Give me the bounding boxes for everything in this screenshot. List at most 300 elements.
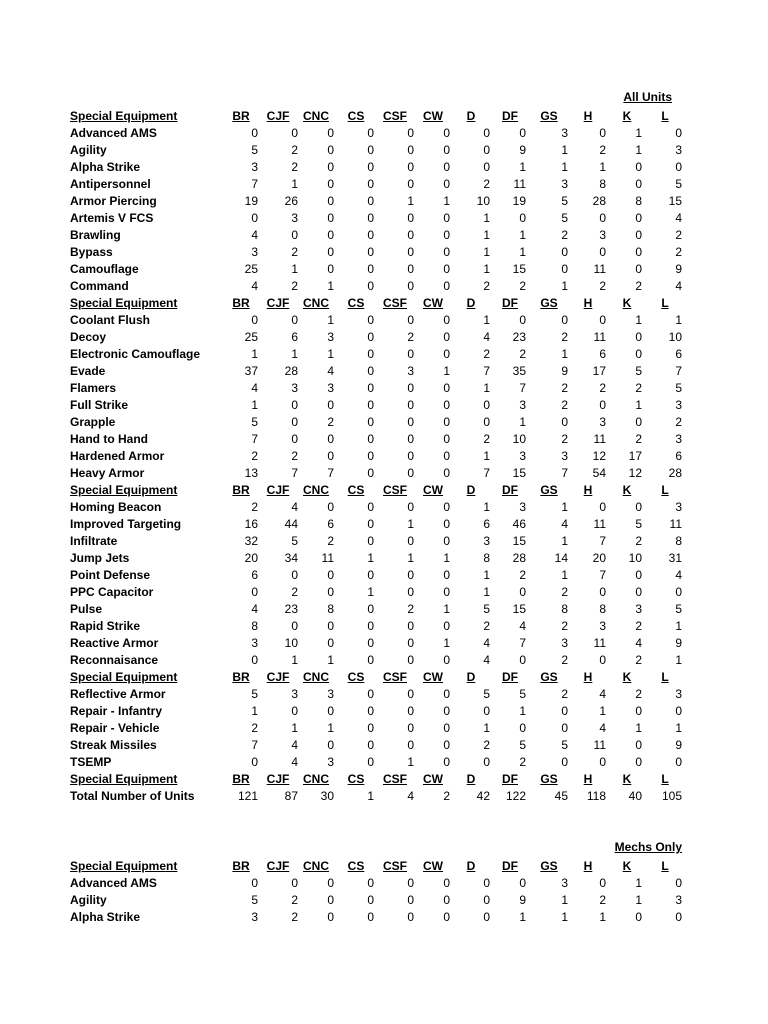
table-row xyxy=(0,909,768,926)
cell-br: 25 xyxy=(244,262,258,276)
cell-gs: 2 xyxy=(561,330,568,344)
cell-k: 5 xyxy=(635,364,642,378)
cell-csf: 1 xyxy=(407,517,414,531)
cell-br: 8 xyxy=(251,619,258,633)
cell-cjf: 0 xyxy=(291,313,298,327)
table-row xyxy=(0,329,768,346)
cell-cs: 0 xyxy=(367,893,374,907)
cell-cjf: 28 xyxy=(284,364,298,378)
cell-gs: 2 xyxy=(561,585,568,599)
row-label: Homing Beacon xyxy=(70,500,162,514)
cell-df: 1 xyxy=(519,704,526,718)
cell-cw: 1 xyxy=(443,194,450,208)
cell-cjf: 5 xyxy=(291,534,298,548)
cell-br: 3 xyxy=(251,636,258,650)
cell-k: 0 xyxy=(635,704,642,718)
cell-d: 2 xyxy=(483,279,490,293)
cell-gs: 0 xyxy=(561,704,568,718)
cell-cs: 0 xyxy=(367,619,374,633)
cell-cs: 1 xyxy=(367,585,374,599)
column-header-cs: CS xyxy=(347,670,365,684)
cell-k: 2 xyxy=(635,619,642,633)
row-label: Advanced AMS xyxy=(70,876,157,890)
cell-br: 32 xyxy=(244,534,258,548)
cell-l: 3 xyxy=(675,432,682,446)
header-row xyxy=(0,669,768,686)
table-row xyxy=(0,159,768,176)
cell-cjf: 0 xyxy=(291,432,298,446)
row-label: Repair - Infantry xyxy=(70,704,163,718)
cell-d: 1 xyxy=(483,313,490,327)
column-header-gs: GS xyxy=(540,109,558,123)
cell-df: 23 xyxy=(512,330,526,344)
row-label: Infiltrate xyxy=(70,534,118,548)
column-header-cs: CS xyxy=(347,483,365,497)
cell-cnc: 0 xyxy=(327,500,334,514)
cell-cnc: 2 xyxy=(327,415,334,429)
cell-gs: 14 xyxy=(554,551,568,565)
cell-cnc: 0 xyxy=(327,432,334,446)
table-row xyxy=(0,499,768,516)
cell-h: 0 xyxy=(599,126,606,140)
cell-k: 0 xyxy=(635,347,642,361)
cell-cnc: 4 xyxy=(327,364,334,378)
cell-cw: 0 xyxy=(443,876,450,890)
cell-l: 0 xyxy=(675,585,682,599)
total-br: 121 xyxy=(237,789,258,803)
cell-cw: 0 xyxy=(443,910,450,924)
cell-cw: 0 xyxy=(443,228,450,242)
cell-csf: 0 xyxy=(407,415,414,429)
cell-csf: 3 xyxy=(407,364,414,378)
column-header-cs: CS xyxy=(347,859,365,873)
cell-cw: 0 xyxy=(443,619,450,633)
row-label: Armor Piercing xyxy=(70,194,157,208)
header-row xyxy=(0,108,768,125)
cell-l: 3 xyxy=(675,893,682,907)
table-row xyxy=(0,431,768,448)
cell-k: 1 xyxy=(635,143,642,157)
cell-cs: 0 xyxy=(367,721,374,735)
cell-df: 0 xyxy=(519,585,526,599)
cell-gs: 1 xyxy=(561,910,568,924)
cell-br: 5 xyxy=(251,893,258,907)
cell-d: 4 xyxy=(483,653,490,667)
table-row xyxy=(0,380,768,397)
cell-h: 11 xyxy=(593,738,606,752)
header-row xyxy=(0,858,768,875)
cell-h: 28 xyxy=(592,194,606,208)
cell-cw: 1 xyxy=(443,602,450,616)
cell-gs: 4 xyxy=(561,517,568,531)
cell-csf: 0 xyxy=(407,143,414,157)
cell-csf: 0 xyxy=(407,262,414,276)
cell-cnc: 0 xyxy=(327,893,334,907)
cell-d: 4 xyxy=(483,330,490,344)
cell-l: 5 xyxy=(675,381,682,395)
cell-l: 0 xyxy=(675,876,682,890)
column-header-h: H xyxy=(583,483,593,497)
cell-cnc: 0 xyxy=(327,585,334,599)
cell-csf: 0 xyxy=(407,466,414,480)
cell-cs: 0 xyxy=(367,398,374,412)
row-label: Jump Jets xyxy=(70,551,130,565)
cell-k: 5 xyxy=(635,517,642,531)
cell-cjf: 2 xyxy=(291,585,298,599)
column-header-l: L xyxy=(661,109,669,123)
cell-csf: 0 xyxy=(407,910,414,924)
cell-cnc: 2 xyxy=(327,534,334,548)
cell-d: 0 xyxy=(483,893,490,907)
cell-h: 2 xyxy=(599,279,606,293)
cell-csf: 0 xyxy=(407,738,414,752)
row-label: Point Defense xyxy=(70,568,151,582)
cell-csf: 0 xyxy=(407,619,414,633)
cell-cnc: 0 xyxy=(327,636,334,650)
cell-cjf: 4 xyxy=(291,500,298,514)
cell-cw: 0 xyxy=(443,738,450,752)
cell-br: 4 xyxy=(251,228,258,242)
cell-br: 0 xyxy=(251,211,258,225)
cell-csf: 0 xyxy=(407,398,414,412)
header-row xyxy=(0,771,768,788)
mechs-only-title: Mechs Only xyxy=(614,840,682,854)
cell-d: 7 xyxy=(483,466,490,480)
cell-d: 6 xyxy=(483,517,490,531)
cell-cjf: 1 xyxy=(291,177,298,191)
cell-h: 2 xyxy=(599,893,606,907)
cell-l: 3 xyxy=(675,687,682,701)
column-header-br: BR xyxy=(232,109,250,123)
cell-csf: 0 xyxy=(407,228,414,242)
cell-csf: 2 xyxy=(407,330,414,344)
column-header-cw: CW xyxy=(423,772,443,786)
cell-k: 0 xyxy=(635,415,642,429)
cell-df: 15 xyxy=(512,534,526,548)
totals-label: Total Number of Units xyxy=(70,789,195,803)
column-header-cjf: CJF xyxy=(266,483,290,497)
cell-cw: 0 xyxy=(443,245,450,259)
cell-df: 1 xyxy=(519,160,526,174)
cell-csf: 0 xyxy=(407,381,414,395)
cell-br: 2 xyxy=(251,449,258,463)
column-header-cs: CS xyxy=(347,296,365,310)
cell-l: 9 xyxy=(675,636,682,650)
cell-l: 8 xyxy=(675,534,682,548)
cell-h: 3 xyxy=(599,228,606,242)
row-label: Electronic Camouflage xyxy=(70,347,201,361)
cell-cjf: 2 xyxy=(291,449,298,463)
cell-cnc: 3 xyxy=(327,755,334,769)
cell-gs: 2 xyxy=(561,228,568,242)
cell-br: 5 xyxy=(251,143,258,157)
cell-df: 0 xyxy=(519,721,526,735)
cell-cs: 0 xyxy=(367,330,374,344)
cell-gs: 2 xyxy=(561,381,568,395)
column-header-h: H xyxy=(583,772,593,786)
cell-d: 0 xyxy=(483,755,490,769)
cell-br: 16 xyxy=(244,517,258,531)
cell-df: 11 xyxy=(513,177,526,191)
cell-cjf: 1 xyxy=(291,653,298,667)
cell-cs: 0 xyxy=(367,245,374,259)
cell-d: 1 xyxy=(483,721,490,735)
cell-gs: 2 xyxy=(561,687,568,701)
cell-h: 3 xyxy=(599,415,606,429)
cell-d: 8 xyxy=(483,551,490,565)
cell-cjf: 2 xyxy=(291,143,298,157)
table-row xyxy=(0,892,768,909)
column-header-cjf: CJF xyxy=(266,859,290,873)
cell-br: 3 xyxy=(251,910,258,924)
cell-csf: 0 xyxy=(407,876,414,890)
row-label: Streak Missiles xyxy=(70,738,157,752)
cell-br: 37 xyxy=(244,364,258,378)
cell-br: 5 xyxy=(251,415,258,429)
cell-cs: 0 xyxy=(367,636,374,650)
table-row xyxy=(0,703,768,720)
cell-cjf: 3 xyxy=(291,381,298,395)
cell-d: 0 xyxy=(483,704,490,718)
cell-df: 5 xyxy=(519,738,526,752)
column-header-csf: CSF xyxy=(383,296,407,310)
cell-df: 0 xyxy=(519,876,526,890)
cell-h: 0 xyxy=(599,755,606,769)
cell-csf: 0 xyxy=(407,313,414,327)
cell-br: 13 xyxy=(244,466,258,480)
cell-k: 2 xyxy=(635,432,642,446)
cell-l: 2 xyxy=(675,245,682,259)
cell-cnc: 0 xyxy=(327,211,334,225)
cell-k: 1 xyxy=(635,126,642,140)
cell-k: 17 xyxy=(628,449,642,463)
column-header-br: BR xyxy=(232,670,250,684)
cell-cjf: 3 xyxy=(291,687,298,701)
cell-l: 0 xyxy=(675,160,682,174)
cell-cjf: 2 xyxy=(291,245,298,259)
cell-cs: 0 xyxy=(367,432,374,446)
cell-k: 1 xyxy=(635,721,642,735)
table-row xyxy=(0,652,768,669)
table-row xyxy=(0,754,768,771)
cell-csf: 0 xyxy=(407,687,414,701)
cell-k: 0 xyxy=(635,755,642,769)
table-row xyxy=(0,720,768,737)
cell-d: 1 xyxy=(483,228,490,242)
cell-br: 7 xyxy=(251,738,258,752)
cell-h: 3 xyxy=(599,619,606,633)
row-label: Heavy Armor xyxy=(70,466,145,480)
row-label: Decoy xyxy=(70,330,107,344)
cell-h: 1 xyxy=(599,910,606,924)
column-header-cw: CW xyxy=(423,296,443,310)
header-label: Special Equipment xyxy=(70,670,178,684)
cell-cw: 1 xyxy=(443,551,450,565)
cell-cs: 0 xyxy=(367,126,374,140)
column-header-gs: GS xyxy=(540,483,558,497)
cell-br: 1 xyxy=(251,704,258,718)
cell-l: 28 xyxy=(668,466,682,480)
cell-br: 5 xyxy=(251,687,258,701)
column-header-cnc: CNC xyxy=(303,296,329,310)
cell-br: 0 xyxy=(251,876,258,890)
cell-d: 2 xyxy=(483,177,490,191)
cell-cs: 0 xyxy=(367,177,374,191)
cell-csf: 1 xyxy=(407,194,414,208)
cell-l: 10 xyxy=(668,330,682,344)
cell-gs: 0 xyxy=(561,415,568,429)
cell-cjf: 23 xyxy=(284,602,298,616)
table-row xyxy=(0,448,768,465)
cell-cw: 0 xyxy=(443,432,450,446)
cell-d: 0 xyxy=(483,126,490,140)
cell-br: 2 xyxy=(251,721,258,735)
cell-csf: 0 xyxy=(407,245,414,259)
cell-cs: 0 xyxy=(367,876,374,890)
cell-gs: 0 xyxy=(561,721,568,735)
cell-k: 2 xyxy=(635,653,642,667)
cell-cjf: 26 xyxy=(284,194,298,208)
cell-h: 2 xyxy=(599,381,606,395)
cell-cs: 0 xyxy=(367,279,374,293)
cell-cjf: 0 xyxy=(291,704,298,718)
cell-cjf: 1 xyxy=(291,347,298,361)
cell-cw: 0 xyxy=(443,143,450,157)
cell-cw: 0 xyxy=(443,177,450,191)
cell-cw: 0 xyxy=(443,279,450,293)
cell-d: 0 xyxy=(483,876,490,890)
cell-h: 11 xyxy=(593,636,606,650)
table-row xyxy=(0,363,768,380)
total-gs: 45 xyxy=(554,789,568,803)
total-d: 42 xyxy=(476,789,490,803)
cell-cnc: 0 xyxy=(327,262,334,276)
table-row xyxy=(0,210,768,227)
cell-br: 19 xyxy=(244,194,258,208)
column-header-br: BR xyxy=(232,772,250,786)
cell-l: 0 xyxy=(675,910,682,924)
cell-d: 1 xyxy=(483,568,490,582)
cell-cjf: 1 xyxy=(291,262,298,276)
cell-k: 1 xyxy=(635,876,642,890)
cell-l: 3 xyxy=(675,500,682,514)
cell-cs: 0 xyxy=(367,228,374,242)
cell-h: 4 xyxy=(599,721,606,735)
table-row xyxy=(0,550,768,567)
cell-h: 0 xyxy=(599,313,606,327)
cell-cnc: 3 xyxy=(327,330,334,344)
cell-gs: 3 xyxy=(561,636,568,650)
row-label: Camouflage xyxy=(70,262,139,276)
cell-d: 1 xyxy=(483,585,490,599)
row-label: Antipersonnel xyxy=(70,177,151,191)
cell-gs: 0 xyxy=(561,313,568,327)
cell-h: 6 xyxy=(599,347,606,361)
cell-df: 5 xyxy=(519,687,526,701)
cell-cnc: 8 xyxy=(327,602,334,616)
cell-cw: 0 xyxy=(443,653,450,667)
cell-gs: 2 xyxy=(561,653,568,667)
cell-csf: 2 xyxy=(407,602,414,616)
table-row xyxy=(0,176,768,193)
cell-k: 0 xyxy=(635,585,642,599)
cell-k: 0 xyxy=(635,330,642,344)
cell-h: 0 xyxy=(599,585,606,599)
row-label: Reactive Armor xyxy=(70,636,159,650)
cell-l: 9 xyxy=(675,738,682,752)
header-label: Special Equipment xyxy=(70,859,178,873)
cell-l: 5 xyxy=(675,177,682,191)
cell-df: 1 xyxy=(519,910,526,924)
cell-k: 1 xyxy=(635,893,642,907)
cell-csf: 0 xyxy=(407,211,414,225)
cell-cnc: 0 xyxy=(327,228,334,242)
column-header-k: K xyxy=(622,670,632,684)
cell-h: 8 xyxy=(599,602,606,616)
cell-br: 0 xyxy=(251,585,258,599)
column-header-br: BR xyxy=(232,859,250,873)
column-header-cw: CW xyxy=(423,109,443,123)
column-header-cs: CS xyxy=(347,109,365,123)
cell-gs: 2 xyxy=(561,398,568,412)
column-header-l: L xyxy=(661,670,669,684)
total-cnc: 30 xyxy=(320,789,334,803)
cell-cs: 0 xyxy=(367,262,374,276)
cell-cw: 0 xyxy=(443,721,450,735)
cell-gs: 1 xyxy=(561,500,568,514)
cell-gs: 1 xyxy=(561,534,568,548)
cell-l: 0 xyxy=(675,755,682,769)
cell-l: 1 xyxy=(675,653,682,667)
cell-cjf: 0 xyxy=(291,619,298,633)
cell-k: 3 xyxy=(635,602,642,616)
cell-h: 4 xyxy=(599,687,606,701)
cell-csf: 0 xyxy=(407,177,414,191)
table-row xyxy=(0,635,768,652)
cell-csf: 0 xyxy=(407,500,414,514)
row-label: TSEMP xyxy=(70,755,112,769)
table-row xyxy=(0,533,768,550)
cell-d: 2 xyxy=(483,738,490,752)
cell-br: 4 xyxy=(251,279,258,293)
row-label: Coolant Flush xyxy=(70,313,150,327)
cell-br: 20 xyxy=(244,551,258,565)
table-row xyxy=(0,193,768,210)
cell-l: 6 xyxy=(675,347,682,361)
column-header-cnc: CNC xyxy=(303,483,329,497)
cell-cnc: 3 xyxy=(327,687,334,701)
cell-cjf: 3 xyxy=(291,211,298,225)
row-label: Hardened Armor xyxy=(70,449,165,463)
column-header-cjf: CJF xyxy=(266,296,290,310)
cell-d: 10 xyxy=(476,194,490,208)
cell-cs: 0 xyxy=(367,568,374,582)
row-label: Reflective Armor xyxy=(70,687,166,701)
column-header-cw: CW xyxy=(423,859,443,873)
cell-df: 2 xyxy=(519,755,526,769)
cell-df: 0 xyxy=(519,211,526,225)
cell-d: 1 xyxy=(483,500,490,514)
cell-cs: 0 xyxy=(367,653,374,667)
cell-br: 1 xyxy=(251,347,258,361)
cell-l: 15 xyxy=(668,194,682,208)
cell-k: 4 xyxy=(635,636,642,650)
cell-csf: 1 xyxy=(407,755,414,769)
column-header-br: BR xyxy=(232,296,250,310)
cell-h: 1 xyxy=(599,160,606,174)
cell-cw: 0 xyxy=(443,466,450,480)
column-header-k: K xyxy=(622,109,632,123)
